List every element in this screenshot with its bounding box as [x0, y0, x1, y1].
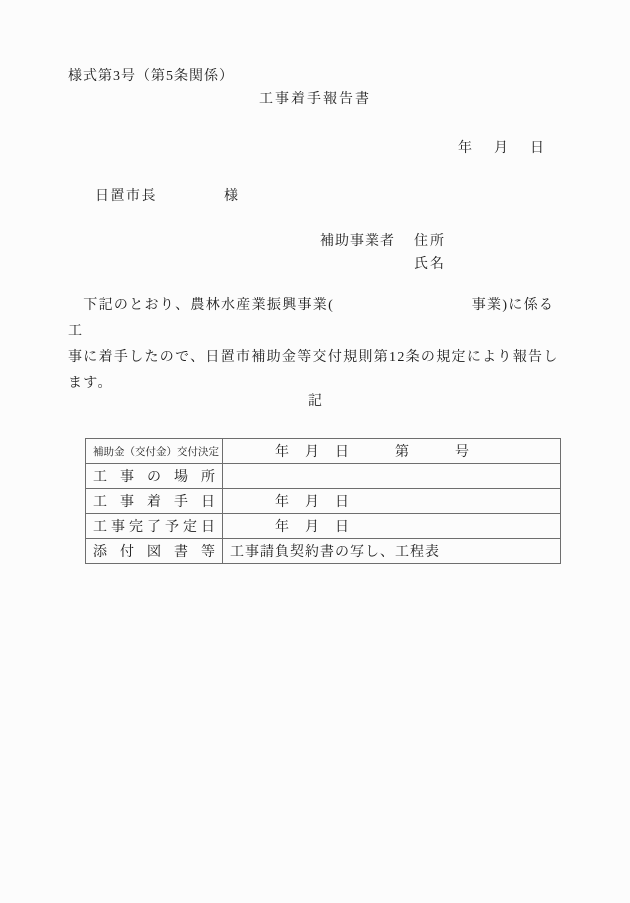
row-label-start-date: 工事着手日	[86, 489, 223, 514]
document-title: 工事着手報告書	[259, 92, 371, 107]
addressee-name: 日置市長	[95, 189, 157, 204]
table-row-planned-completion-date	[86, 514, 561, 539]
detail-table	[85, 438, 561, 564]
row-value-construction-site	[223, 464, 561, 489]
row-label-planned-completion-date: 工事完了予定日	[86, 514, 223, 539]
row-value-grant-decision: 年 月 日 第 号	[223, 439, 561, 464]
body-paragraph	[68, 293, 568, 397]
body-line-2: 事に着手したので、日置市補助金等交付規則第12条の規定により報告し	[68, 350, 559, 365]
applicant-address-label: 住所	[414, 234, 446, 249]
table-row-construction-site	[86, 464, 561, 489]
body-line-3: ます。	[68, 376, 113, 391]
table-row-attached-documents	[86, 539, 561, 564]
section-mark: 記	[308, 394, 322, 409]
table-row-start-date	[86, 489, 561, 514]
addressee-line	[95, 185, 240, 205]
table-row-grant-decision	[86, 439, 561, 464]
applicant-line	[320, 230, 446, 250]
applicant-name-label: 氏名	[414, 257, 446, 272]
row-value-start-date: 年 月 日	[223, 489, 561, 514]
applicant-label: 補助事業者	[320, 234, 395, 249]
row-label-attached-documents: 添付図書等	[86, 539, 223, 564]
body-line-1: 下記のとおり、農林水産業振興事業( 事業)に係る工	[68, 298, 555, 339]
row-value-attached-documents: 工事請負契約書の写し、工程表	[223, 539, 561, 564]
row-value-planned-completion-date: 年 月 日	[223, 514, 561, 539]
row-label-construction-site: 工事の場所	[86, 464, 223, 489]
row-label-grant-decision: 補助金（交付金）交付決定	[86, 439, 223, 464]
addressee-honorific: 様	[224, 189, 240, 204]
form-number: 様式第3号（第5条関係）	[68, 69, 234, 84]
date-line: 年 月 日	[458, 141, 548, 156]
